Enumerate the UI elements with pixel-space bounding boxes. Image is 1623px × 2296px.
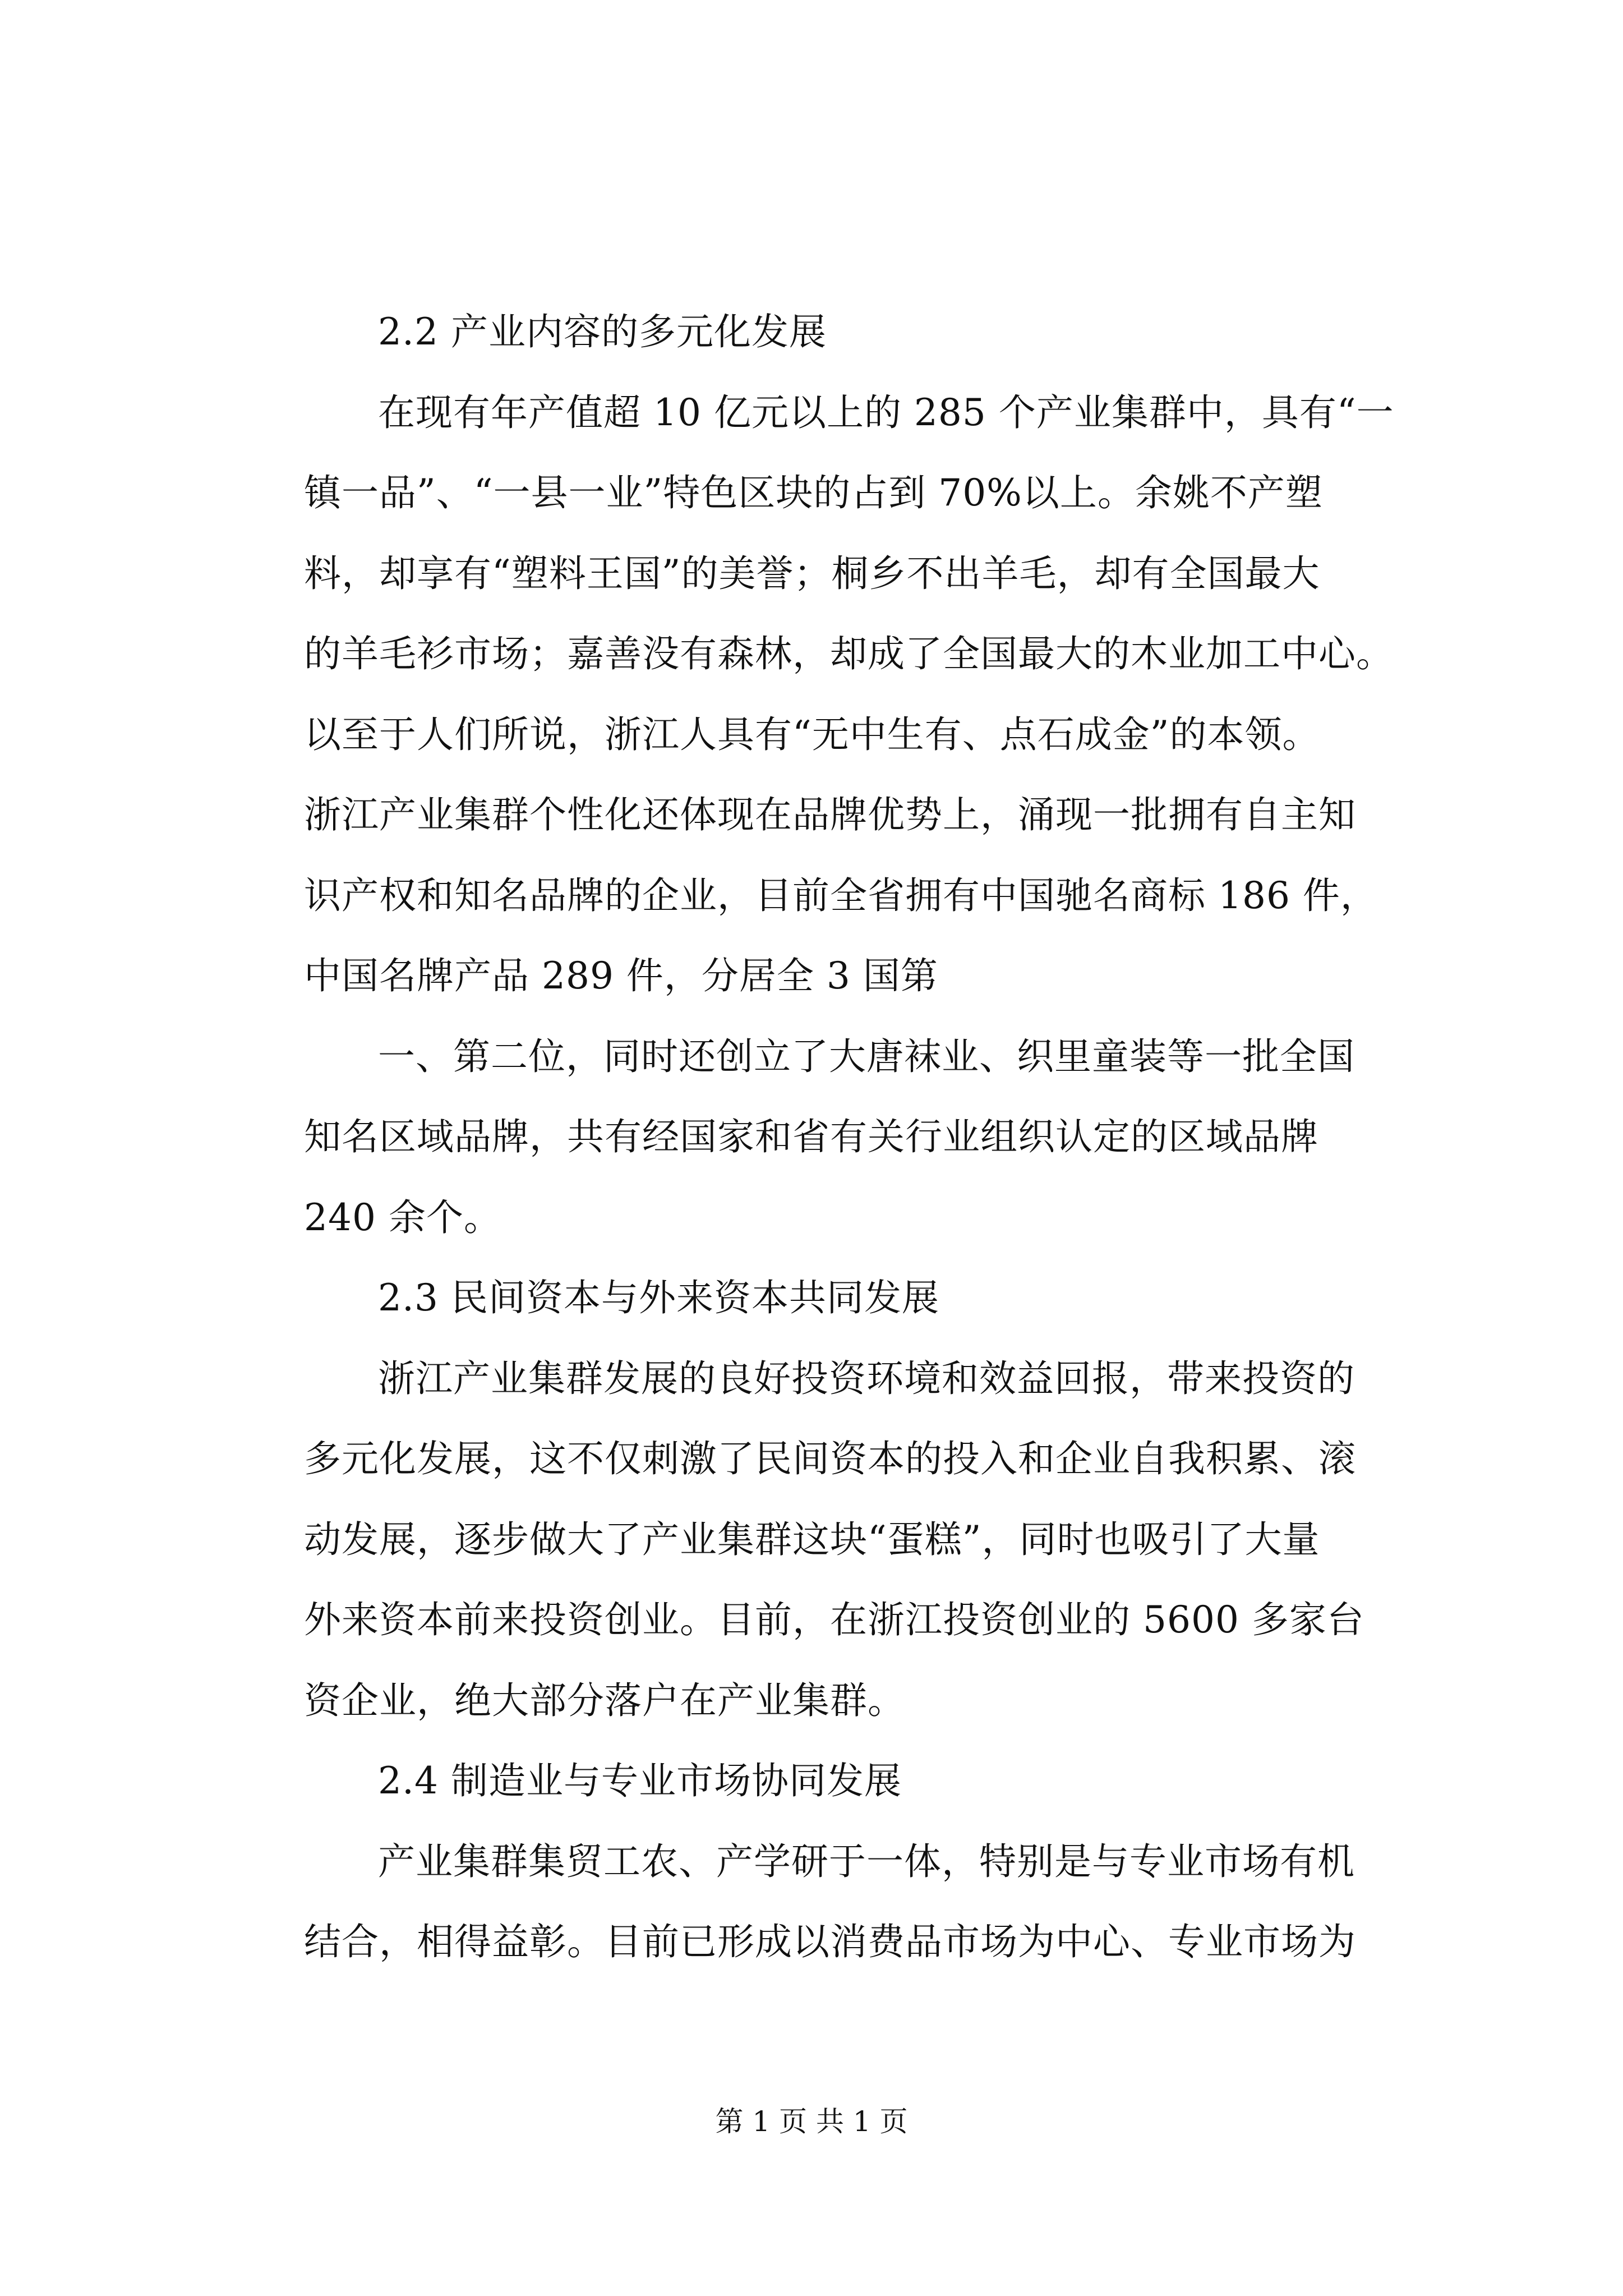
paragraph-line: 浙江产业集群个性化还体现在品牌优势上，涌现一批拥有自主知 [304,793,1356,836]
paragraph-line: 中国名牌产品 289 件，分居全 3 国第 [304,954,938,997]
paragraph-line: 镇一品”、“一县一业”特色区块的占到 70%以上。余姚不产塑 [304,471,1323,514]
paragraph-line: 动发展，逐步做大了产业集群这块“蛋糕”，同时也吸引了大量 [304,1517,1320,1561]
paragraph-line: 料，却享有“塑料王国”的美誉；桐乡不出羊毛，却有全国最大 [304,551,1320,595]
paragraph-line: 在现有年产值超 10 亿元以上的 285 个产业集群中，具有“一 [378,390,1394,434]
paragraph-line: 结合，相得益彰。目前已形成以消费品市场为中心、专业市场为 [304,1920,1356,1963]
paragraph-line: 浙江产业集群发展的良好投资环境和效益回报，带来投资的 [378,1356,1355,1400]
paragraph-line: 知名区域品牌，共有经国家和省有关行业组织认定的区域品牌 [304,1115,1318,1158]
document-body [304,292,1417,1982]
page-footer: 第 1 页 共 1 页 [715,2105,908,2138]
heading-2-3: 2.3 民间资本与外来资本共同发展 [378,1276,939,1319]
paragraph-line: 资企业，绝大部分落户在产业集群。 [304,1678,905,1722]
paragraph-line: 以至于人们所说，浙江人具有“无中生有、点石成金”的本领。 [304,712,1320,756]
paragraph-line: 多元化发展，这不仅刺激了民间资本的投入和企业自我积累、滚 [304,1437,1356,1480]
paragraph-line: 一、第二位，同时还创立了大唐袜业、织里童装等一批全国 [378,1034,1355,1078]
paragraph-line: 识产权和知名品牌的企业，目前全省拥有中国驰名商标 186 件， [304,873,1378,917]
heading-2-4: 2.4 制造业与专业市场协同发展 [378,1759,902,1802]
paragraph-line: 240 余个。 [304,1195,501,1239]
paragraph-line: 外来资本前来投资创业。目前，在浙江投资创业的 5600 多家台 [304,1598,1364,1641]
paragraph-line: 的羊毛衫市场；嘉善没有森林，却成了全国最大的木业加工中心。 [304,632,1394,675]
heading-2-2: 2.2 产业内容的多元化发展 [378,310,827,353]
paragraph-line: 产业集群集贸工农、产学研于一体，特别是与专业市场有机 [378,1839,1355,1883]
